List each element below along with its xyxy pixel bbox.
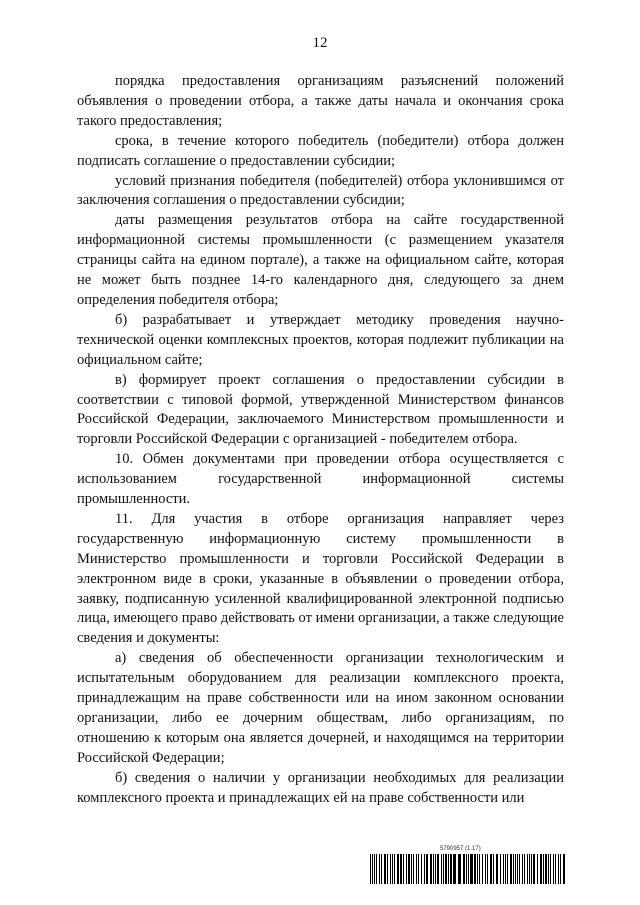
page-number: 12: [312, 35, 328, 51]
paragraph: б) сведения о наличии у организации необходимых для реализации комплексного проекта и принадлежащих ей на праве собственности или: [77, 769, 564, 806]
paragraph: б) разрабатывает и утверждает методику проведения научно-технической оценки комплексных проектов, которая подлежит публикации на официальном сайте;: [77, 311, 564, 368]
barcode-id: 5790957 (1.17): [440, 846, 481, 852]
paragraph: условий признания победителя (победителей) отбора уклонившимся от заключения соглашения о предоставлении субсидии;: [77, 172, 564, 209]
paragraph: даты размещения результатов отбора на сайте государственной информационной системы промышленности (с размещением указателя страницы сайта на едином портале), а также на официальном сайте, которая не может быть позднее 14-го календарного дня, следующего за днем определения победителя отбора;: [77, 212, 564, 308]
paragraph: 11. Для участия в отборе организация направляет через государственную информационную систему промышленности в Министерство промышленности и торговли Российской Федерации в электронном виде в сроки, указанные в объявлении о проведении отбора, заявку, подписанную усиленной квалифицированной электронной подписью лица, имеющего право действовать от имени организации, а также следующие сведения и документы:: [77, 510, 564, 647]
document-body: [77, 72, 564, 809]
paragraph: порядка предоставления организациям разъяснений положений объявления о проведении отбора, а также даты начала и окончания срока такого предоставления;: [77, 73, 564, 129]
paragraph: а) сведения об обеспеченности организации технологическим и испытательным оборудованием для реализации комплексного проекта, принадлежащим на праве собственности или на ином законном основании организации, либо ее дочерним обществам, либо организациям, по отношению к которым она является дочерней, и находящимся на территории Российской Федерации;: [77, 650, 564, 766]
barcode-icon: [370, 854, 565, 884]
paragraph: 10. Обмен документами при проведении отбора осуществляется с использованием государственной информационной системы промышленности.: [77, 451, 564, 508]
document-barcode-block: [370, 845, 565, 885]
paragraph: срока, в течение которого победитель (победители) отбора должен подписать соглашение о предоставлении субсидии;: [77, 132, 564, 169]
paragraph: в) формирует проект соглашения о предоставлении субсидии в соответствии с типовой формой, утвержденной Министерством финансов Российской Федерации, заключаемого Министерством промышленности и торговли Российской Федерации с организацией - победителем отбора.: [77, 371, 564, 448]
